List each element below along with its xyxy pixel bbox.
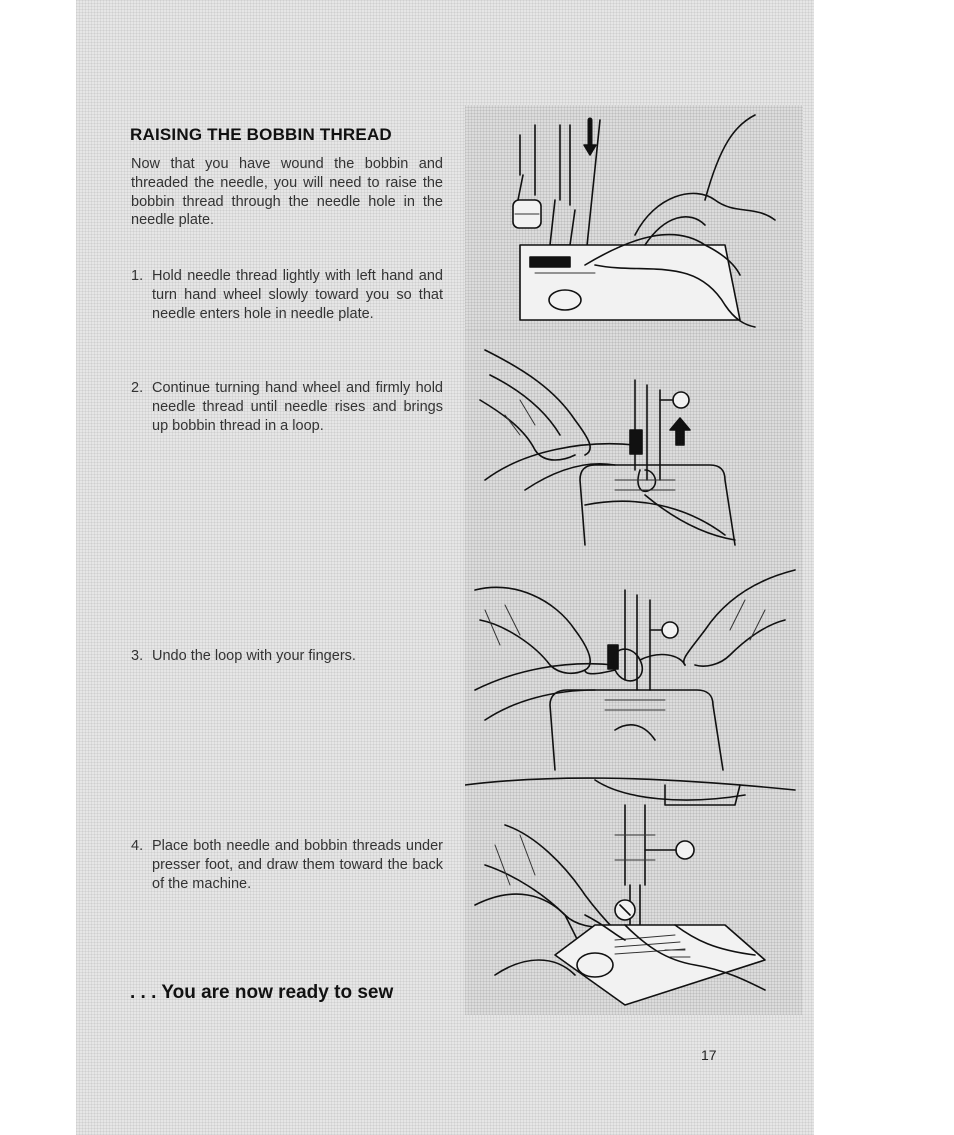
illustration-step-1 bbox=[465, 105, 803, 330]
step-4-text: Place both needle and bobbin threads under presser foot, and draw them toward the back of the machine. bbox=[152, 838, 443, 892]
illustration-step-2 bbox=[465, 330, 803, 550]
figure-draw-threads-back bbox=[465, 775, 803, 1015]
page-number: 17 bbox=[701, 1047, 717, 1063]
figure-undo-loop bbox=[465, 550, 803, 775]
section-title: RAISING THE BOBBIN THREAD bbox=[130, 125, 392, 144]
step-3-number: 3. bbox=[131, 648, 144, 664]
intro-paragraph: Now that you have wound the bobbin and threaded the needle, you will need to raise the bobbin thread through the needle hole in the needle plate. bbox=[131, 156, 443, 229]
step-4 bbox=[131, 837, 443, 893]
step-3 bbox=[131, 647, 443, 666]
step-2-number: 2. bbox=[131, 380, 144, 396]
step-2 bbox=[131, 379, 443, 435]
step-1-number: 1. bbox=[131, 268, 144, 284]
step-1-text: Hold needle thread lightly with left hand and turn hand wheel slowly toward you so that needle enters hole in needle plate. bbox=[152, 268, 443, 322]
needle-up-arrow-icon bbox=[670, 418, 690, 445]
illustration-step-4 bbox=[465, 775, 803, 1015]
step-1 bbox=[131, 267, 443, 323]
closing-line: . . . You are now ready to sew bbox=[130, 982, 394, 1003]
step-4-number: 4. bbox=[131, 838, 144, 854]
illustration-step-3 bbox=[465, 550, 803, 775]
step-3-text: Undo the loop with your fingers. bbox=[152, 648, 356, 664]
figure-needle-up bbox=[465, 330, 803, 550]
needle-down-arrow-icon bbox=[584, 145, 596, 155]
figure-needle-down bbox=[465, 105, 803, 330]
step-2-text: Continue turning hand wheel and firmly hold needle thread until needle rises and brings up bobbin thread in a loop. bbox=[152, 380, 443, 434]
